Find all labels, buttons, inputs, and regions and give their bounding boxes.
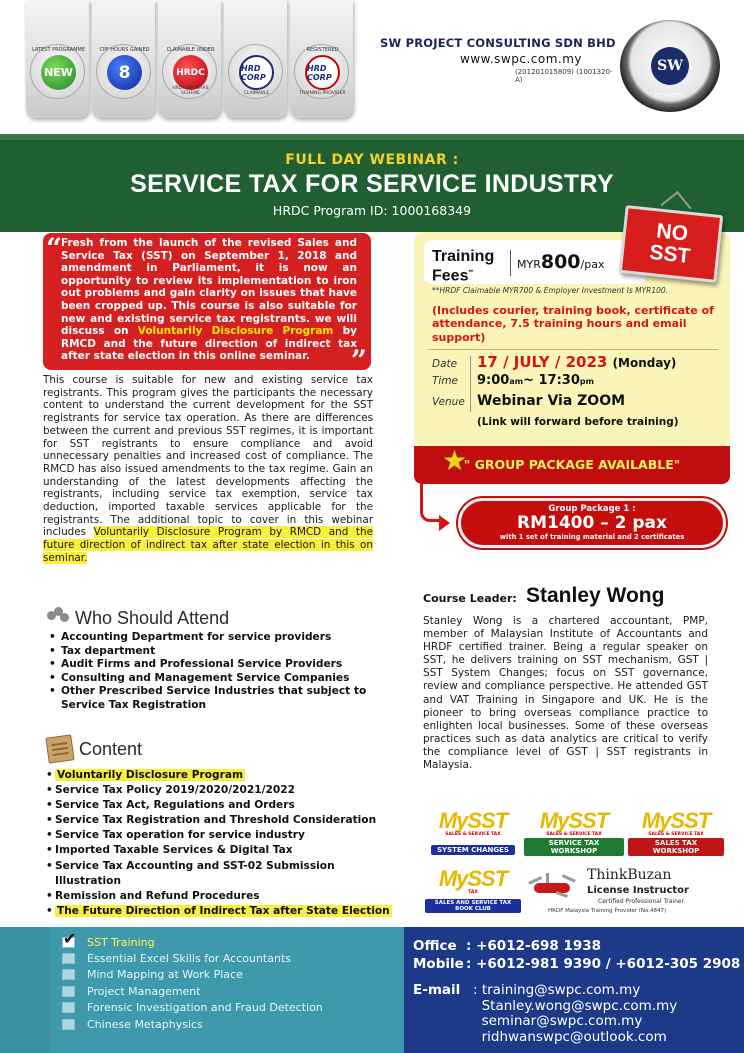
group-package-text: " GROUP PACKAGE AVAILABLE" <box>463 457 681 472</box>
logo-brand-a: My <box>539 808 569 833</box>
list-item: • Service Tax Accounting and SST-02 Submission Illustration <box>47 859 392 889</box>
logo-sub: SALES & SERVICE TAX <box>546 832 602 837</box>
time-end-suffix: pm <box>579 377 594 386</box>
mysst-book-club-logo <box>425 868 521 914</box>
webinar-kicker: FULL DAY WEBINAR : <box>285 152 459 168</box>
office-phone <box>413 938 601 954</box>
section-title: Content <box>79 738 143 759</box>
email-list <box>473 983 677 1045</box>
fee-includes: (Includes courier, training book, certificate of attendance, 7.5 training hours and email support) <box>432 304 714 344</box>
course-item-mind-mapping[interactable] <box>62 967 323 983</box>
list-item: • Tax department <box>47 645 377 659</box>
venue-note: (Link will forward before training) <box>477 416 679 428</box>
checkbox-icon[interactable] <box>62 1002 75 1013</box>
attendee-list <box>47 631 377 713</box>
list-item <box>47 904 392 919</box>
office-value[interactable]: : +6012-698 1938 <box>466 938 602 954</box>
thinkbuzan-title: License Instructor <box>587 885 689 896</box>
hrdcorp-logo-icon: HRD CORP <box>239 55 274 90</box>
course-item-excel[interactable] <box>62 950 323 966</box>
mysst-service-tax-logo <box>524 810 624 857</box>
logo-bar: SALES TAX WORKSHOP <box>628 838 724 856</box>
logo-brand-a: My <box>438 808 468 833</box>
course-item-metaphysics[interactable] <box>62 1016 323 1032</box>
office-label: Office <box>413 938 457 954</box>
mysst-system-changes-logo <box>425 810 521 856</box>
list-item: • Audit Firms and Professional Service Providers <box>47 658 377 672</box>
fee-amount <box>517 251 604 273</box>
package-title: Group Package 1 : <box>548 504 636 514</box>
list-item: • Accounting Department for service providers <box>47 631 377 645</box>
list-item-highlight: Voluntarily Disclosure Program <box>57 769 244 781</box>
description-highlight: Voluntarily Disclosure Program by RMCD and the future direction of indirect tax after state election in this on seminar. <box>43 526 373 564</box>
course-label: Chinese Metaphysics <box>87 1017 203 1031</box>
leader-bio: Stanley Wong is a chartered accountant, PMP, member of Malaysian Institute of Accountants and HRDF certified trainer. Being a regular speaker on SST, he delivers training on SST mechanism, GST | SST System Changes; focus on SST governance, review and compliance perspective. He attended GST and VAT Training in Singapore and UK. He is the pioneer to bring overseas compliance practice to enlighten local businesses. Some of these overseas practices such as data analytics are critical to verify the compliance level of GST | SST registrants in Malaysia. <box>423 615 708 772</box>
thinkbuzan-caption: Certified Professional Trainer <box>598 898 685 905</box>
logo-brand-b: SST <box>467 866 508 891</box>
package-detail: with 1 set of training material and 2 certificates <box>499 533 685 541</box>
logo-sub: TAX <box>468 890 478 895</box>
thinkbuzan-brand: ThinkBuzan <box>587 867 672 883</box>
company-seal-logo <box>620 20 720 112</box>
badge-footer: CLAIMABLE <box>243 91 270 96</box>
list-item: • Consulting and Management Service Companies <box>47 672 377 686</box>
list-item: • Remission and Refund Procedures <box>47 889 392 904</box>
fee-currency: MYR <box>517 258 541 271</box>
mobile-label: Mobile <box>413 956 464 972</box>
new-badge-icon: NEW <box>41 55 76 90</box>
venue-row <box>432 393 722 413</box>
open-quote-icon: “ <box>46 232 63 265</box>
program-id: HRDC Program ID: 1000168349 <box>272 203 472 218</box>
email-label: E-mail <box>413 982 461 998</box>
badge-hrdc <box>158 0 221 118</box>
checkbox-checked-icon[interactable] <box>62 937 75 948</box>
checkbox-icon[interactable] <box>62 1019 75 1030</box>
course-item-forensic[interactable] <box>62 1000 323 1016</box>
quote-text-end: by RMCD and the future direction of indirect tax after state election in this online seminar. <box>61 325 357 363</box>
fee-divider <box>510 250 511 276</box>
logo-sub: SALES & SERVICE TAX <box>445 832 501 837</box>
badge-new <box>26 0 89 118</box>
content-heading <box>47 736 142 762</box>
company-info <box>380 36 618 84</box>
cpf-hours-badge-icon: 8 <box>107 55 142 90</box>
email-link[interactable]: Stanley.wong@swpc.com.my <box>473 997 678 1014</box>
course-label: Forensic Investigation and Fraud Detection <box>87 1001 323 1015</box>
logo-bar: SYSTEM CHANGES <box>431 845 515 855</box>
course-item-project-management[interactable] <box>62 983 323 999</box>
course-list <box>62 934 323 1032</box>
fee-label <box>432 249 494 284</box>
group-package-pill <box>458 498 726 548</box>
arrow-connector <box>420 484 440 522</box>
date-day: (Monday) <box>612 356 677 370</box>
date-row <box>432 353 722 373</box>
fee-label-line1: Training <box>432 248 495 265</box>
company-website[interactable]: www.swpc.com.my <box>460 52 582 66</box>
time-value <box>477 373 594 388</box>
thinkbuzan-provider: HRDF Malaysia Training Provider (No.4847) <box>548 908 667 914</box>
company-registration: (201201015809) (1001320-A) <box>515 68 613 84</box>
logo-bar: SERVICE TAX WORKSHOP <box>524 838 624 856</box>
mobile-phone <box>413 956 740 972</box>
people-icon <box>47 607 69 629</box>
leader-name: Stanley Wong <box>526 584 665 607</box>
section-title: Who Should Attend <box>75 607 230 628</box>
hrdc-badge-icon: HRDC <box>173 55 208 90</box>
date-text: 17 / JULY / 2023 <box>477 353 608 371</box>
who-should-attend-heading <box>47 607 229 629</box>
logo-brand-b: SST <box>670 808 711 833</box>
fee-value: 800 <box>540 251 581 273</box>
time-end: 17:30 <box>538 373 580 388</box>
seal-tag: METAVERSE <box>655 93 685 99</box>
list-item: • Service Tax Registration and Threshold Consideration <box>47 813 392 828</box>
email-link[interactable]: ridhwanswpc@outlook.com <box>473 1028 667 1045</box>
thinkbuzan-logo <box>520 867 720 919</box>
fee-separator <box>428 349 718 350</box>
fee-note: **HRDF Claimable MYR700 & Employer Investment Is MYR100. <box>432 286 669 295</box>
badge-footer: HRDF SBL KHAS SCHEME <box>172 86 209 96</box>
seal-core: SW <box>651 47 689 85</box>
no-sst-line1: NO <box>655 219 690 246</box>
time-start: 9:00 <box>477 373 510 388</box>
swiss-knife-icon <box>526 871 578 901</box>
course-label: SST Training <box>87 935 155 949</box>
quote-highlight: Voluntarily Disclosure Program <box>137 325 334 338</box>
logo-brand-b: SST <box>568 808 609 833</box>
course-label: Mind Mapping at Work Place <box>87 968 243 982</box>
header <box>0 0 744 118</box>
fee-label-mark: ** <box>468 270 474 276</box>
email-link[interactable]: : training@swpc.com.my <box>473 982 641 998</box>
list-item-highlight: The Future Direction of Indirect Tax after State Election <box>57 904 390 917</box>
schedule <box>432 353 722 413</box>
logo-bar: SALES AND SERVICE TAX BOOK CLUB <box>425 899 521 913</box>
page-title: SERVICE TAX FOR SERVICE INDUSTRY <box>130 170 614 198</box>
course-label: Essential Excel Skills for Accountants <box>87 952 291 966</box>
badge-footer: TRAINING PROVIDER <box>299 91 346 96</box>
arrow-right-icon <box>439 515 450 531</box>
fee-label-line2: Fees <box>432 267 469 285</box>
list-item: • Service Tax Policy 2019/2020/2021/2022 <box>47 783 392 798</box>
logo-sub: SALES & SERVICE TAX <box>648 832 704 837</box>
badge-hrdcorp-claimable <box>224 0 287 118</box>
badge-caption: CPF HOURS GAINED <box>99 47 150 53</box>
logo-brand-a: My <box>438 866 468 891</box>
list-item: • Service Tax operation for service industry <box>47 828 392 843</box>
date-value <box>477 353 676 371</box>
list-item: • Service Tax Act, Regulations and Orders <box>47 798 392 813</box>
date-label: Date <box>432 358 458 370</box>
no-sst-line2: SST <box>648 240 692 269</box>
course-label: Project Management <box>87 984 201 998</box>
hrdcorp-registered-icon: HRD CORP <box>305 55 340 90</box>
email-block <box>413 983 677 1045</box>
venue-value: Webinar Via ZOOM <box>477 393 626 409</box>
time-separator: ~ <box>523 373 539 388</box>
logo-brand-b: SST <box>467 808 508 833</box>
time-label: Time <box>432 375 459 387</box>
course-item-sst-training[interactable] <box>62 934 323 950</box>
checkbox-icon[interactable] <box>62 969 75 980</box>
badge-cpf <box>92 0 155 118</box>
fee-unit: /pax <box>580 258 605 271</box>
document-icon <box>45 734 74 763</box>
badge-strip <box>26 0 353 118</box>
list-item <box>47 768 392 783</box>
badge-caption: REGISTERED <box>306 47 339 53</box>
description-text: This course is suitable for new and existing service tax registrants. This program gives the participants the necessary content to understand the current development for the SST registrants for service tax operation. As there are differences between the current and previous SST regimes, it is important for SST registrants to ensure compliance and avoid unnecessary penalties and increased cost of compliance. The RMCD has also issued amendments to the tax regime. Gain an understanding of the latest developments affecting the registrants, including service tax exemption, service tax deduction, imported taxable services applicable for the registrants. The additional topic to cover in this webinar includes <box>43 374 373 539</box>
company-name: SW PROJECT CONSULTING SDN BHD <box>380 36 616 50</box>
course-description <box>43 374 373 565</box>
mysst-sales-tax-logo <box>628 810 724 857</box>
checkbox-icon[interactable] <box>62 986 75 997</box>
checkbox-icon[interactable] <box>62 953 75 964</box>
logo-brand-a: My <box>641 808 671 833</box>
star-icon: ★ <box>442 444 468 477</box>
email-link[interactable]: seminar@swpc.com.my <box>473 1013 643 1029</box>
venue-label: Venue <box>432 396 465 408</box>
close-quote-icon: ” <box>350 344 367 377</box>
badge-hrdcorp-registered <box>290 0 353 118</box>
list-item: • Other Prescribed Service Industries that subject to Service Tax Registration <box>47 685 377 712</box>
quote-text: Fresh from the launch of the revised Sales and Service Tax (SST) on September 1, 2018 and amendment in Parliament, it is now an opportunity to review its implementation to iron out problems and gain clarity on issues that have been cropped up. This course is also suitable for new and existing service tax registrants. we will discuss on <box>61 237 357 338</box>
time-row <box>432 373 722 393</box>
time-start-suffix: am <box>509 377 524 386</box>
package-price: RM1400 – 2 pax <box>516 513 667 533</box>
intro-quote <box>43 232 371 377</box>
mobile-value[interactable]: : +6012-981 9390 / +6012-305 2908 <box>466 956 741 972</box>
leader-label: Course Leader: <box>423 592 517 605</box>
list-item: • Imported Taxable Services & Digital Tax <box>47 843 392 858</box>
badge-caption: CLAIMABLE UNDER <box>166 47 215 53</box>
content-list <box>47 768 392 919</box>
badge-caption: LATEST PROGRAMME <box>32 47 85 53</box>
no-sst-sign <box>619 205 724 283</box>
